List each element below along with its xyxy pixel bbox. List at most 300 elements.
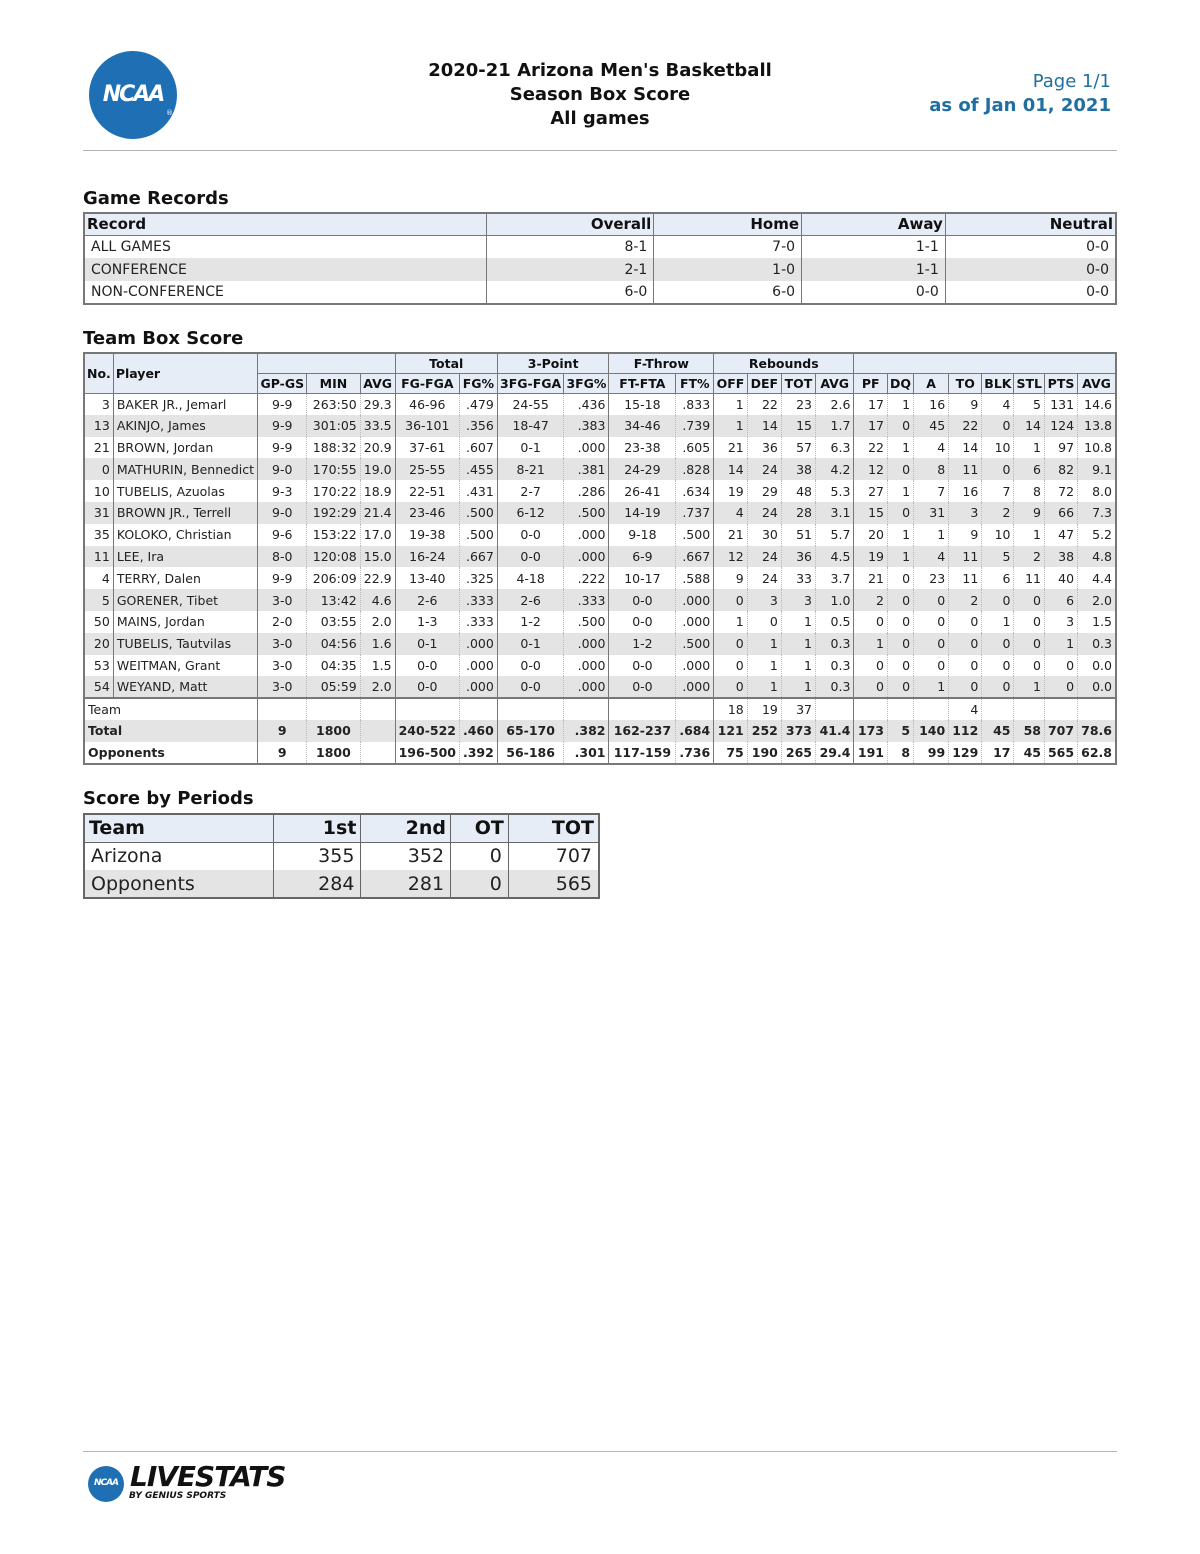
stat-cell: 17.0 [360, 524, 395, 546]
stat-cell: 4-18 [497, 567, 564, 589]
stat-cell: 17 [854, 393, 888, 415]
game-records-header [84, 213, 1116, 235]
col-tot: TOT [508, 814, 599, 842]
livestats-tagline: BY GENIUS SPORTS [129, 1491, 227, 1501]
stat-cell: .000 [459, 633, 497, 655]
stat-cell: 1 [1014, 676, 1045, 698]
stat-cell: 0.3 [815, 633, 853, 655]
player-number: 5 [84, 589, 113, 611]
stat-cell: 22 [854, 437, 888, 459]
col-team: Team [84, 814, 273, 842]
title-line-3: All games [550, 108, 650, 129]
stat-cell: 4.6 [360, 589, 395, 611]
stat-cell: 21 [714, 437, 748, 459]
col-blk: BLK [982, 373, 1014, 393]
stat-cell: 14.6 [1078, 393, 1116, 415]
stat-cell: .588 [676, 567, 714, 589]
player-name: AKINJO, James [113, 415, 258, 437]
stat-cell: 173 [854, 720, 888, 742]
col-overall: Overall [486, 213, 654, 235]
stat-cell: 10.8 [1078, 437, 1116, 459]
stat-cell: 37 [781, 698, 815, 720]
stat-cell: 0-1 [497, 633, 564, 655]
stat-cell: 26-41 [609, 480, 676, 502]
stat-cell: 19.0 [360, 458, 395, 480]
record-value: 0-0 [945, 235, 1116, 258]
stat-cell: 120:08 [307, 546, 361, 568]
period-team: Arizona [84, 842, 273, 870]
stat-cell: 0 [888, 502, 914, 524]
stat-cell: 0-0 [609, 676, 676, 698]
stat-cell: 2.0 [1078, 589, 1116, 611]
score-by-periods-title: Score by Periods [83, 788, 254, 809]
stat-cell: 191 [854, 742, 888, 764]
record-value: 7-0 [654, 235, 802, 258]
stat-cell: 24 [747, 567, 781, 589]
stat-cell: 1 [747, 655, 781, 677]
stat-cell: 1 [1044, 633, 1077, 655]
stat-cell: 19 [747, 698, 781, 720]
ncaa-logo: NCAA ® [89, 51, 177, 139]
player-row [84, 502, 1116, 524]
stat-cell: 13.8 [1078, 415, 1116, 437]
stat-cell: 17 [982, 742, 1014, 764]
stat-cell: 38 [781, 458, 815, 480]
stat-cell: .500 [676, 633, 714, 655]
stat-cell: 9-9 [258, 393, 307, 415]
stat-cell: 4.2 [815, 458, 853, 480]
stat-cell: 5 [1014, 393, 1045, 415]
stat-cell: 9 [949, 393, 982, 415]
stat-cell: 16 [914, 393, 949, 415]
stat-cell: 0-0 [609, 655, 676, 677]
col-ft-fta: FT-FTA [609, 373, 676, 393]
stat-cell: 16 [949, 480, 982, 502]
stat-cell: 6 [1044, 589, 1077, 611]
stat-cell: 37-61 [395, 437, 459, 459]
stat-cell: .000 [459, 676, 497, 698]
stat-cell: .455 [459, 458, 497, 480]
stat-cell: 0 [949, 611, 982, 633]
group-free-throw: F-Throw [609, 353, 714, 373]
record-row [84, 258, 1116, 281]
stat-cell: 18.9 [360, 480, 395, 502]
stat-cell: 0 [714, 676, 748, 698]
period-score: 0 [451, 842, 509, 870]
stat-cell: .828 [676, 458, 714, 480]
stat-cell: .000 [676, 676, 714, 698]
stat-cell: 21.4 [360, 502, 395, 524]
stat-cell: 33 [781, 567, 815, 589]
total-row [84, 720, 1116, 742]
stat-cell: 19 [714, 480, 748, 502]
stat-cell: .000 [564, 437, 609, 459]
stat-cell: .000 [676, 589, 714, 611]
stat-cell: 12 [854, 458, 888, 480]
player-name: KOLOKO, Christian [113, 524, 258, 546]
stat-cell: 5 [888, 720, 914, 742]
stat-cell: 0-0 [497, 524, 564, 546]
record-value: 2-1 [486, 258, 654, 281]
stat-cell: 4 [949, 698, 982, 720]
stat-cell: 1 [888, 480, 914, 502]
player-number: 50 [93, 614, 110, 630]
stat-cell: 117-159 [609, 742, 676, 764]
stat-cell: 1.0 [815, 589, 853, 611]
player-row [84, 480, 1116, 502]
stat-cell: 22 [747, 393, 781, 415]
stat-cell: 1800 [307, 742, 361, 764]
stat-cell: .392 [459, 742, 497, 764]
player-row [84, 611, 1116, 633]
record-value: 0-0 [802, 281, 946, 304]
player-name: TERRY, Dalen [113, 567, 258, 589]
col-ft-: FT% [676, 373, 714, 393]
record-value: 6-0 [654, 281, 802, 304]
stat-cell: .383 [564, 415, 609, 437]
stat-cell: 140 [914, 720, 949, 742]
player-name: BROWN JR., Terrell [113, 502, 258, 524]
stat-cell: 24 [747, 458, 781, 480]
stat-cell: 3 [781, 589, 815, 611]
ncaa-small-logo: NCAA [88, 1466, 124, 1502]
stat-cell: 72 [1044, 480, 1077, 502]
stat-cell: 9-0 [258, 502, 307, 524]
stat-cell: .634 [676, 480, 714, 502]
stat-cell: 170:55 [307, 458, 361, 480]
stat-cell: 3 [949, 502, 982, 524]
stat-cell: 51 [781, 524, 815, 546]
stat-cell: 65-170 [497, 720, 564, 742]
stat-cell: 0 [982, 676, 1014, 698]
team-row [84, 698, 1116, 720]
stat-cell: 48 [781, 480, 815, 502]
stat-cell: 11 [949, 458, 982, 480]
stat-cell: .684 [676, 720, 714, 742]
stat-cell: 9-9 [258, 567, 307, 589]
stat-cell: .436 [564, 393, 609, 415]
stat-cell: 19-38 [395, 524, 459, 546]
stat-cell: .460 [459, 720, 497, 742]
record-value: 1-1 [802, 235, 946, 258]
stat-cell: 5.2 [1078, 524, 1116, 546]
player-number: 20 [84, 633, 113, 655]
stat-cell: .833 [676, 393, 714, 415]
stat-cell [360, 742, 395, 764]
player-number: 35 [93, 527, 110, 543]
period-team: Opponents [84, 870, 273, 898]
stat-cell: 4 [914, 546, 949, 568]
stat-cell: 263:50 [307, 393, 361, 415]
stat-cell: 18-47 [497, 415, 564, 437]
player-row [84, 524, 1116, 546]
stat-cell: 5 [982, 546, 1014, 568]
stat-cell: 2-0 [258, 611, 307, 633]
stat-cell: 21 [714, 524, 748, 546]
player-name: BAKER JR., Jemarl [113, 393, 258, 415]
stat-cell [815, 698, 853, 720]
group-rebounds: Rebounds [714, 353, 854, 373]
stat-cell: 4.5 [815, 546, 853, 568]
stat-cell: 153:22 [307, 524, 361, 546]
record-value: 1-1 [802, 258, 946, 281]
stat-cell: .000 [676, 655, 714, 677]
stat-cell: 56-186 [497, 742, 564, 764]
stat-cell: 13-40 [395, 567, 459, 589]
stat-cell: 0 [1044, 676, 1077, 698]
player-row [84, 393, 1116, 415]
record-value: 0-0 [945, 281, 1116, 304]
stat-cell: 0-0 [609, 611, 676, 633]
stat-cell: 47 [1044, 524, 1077, 546]
record-value: 6-0 [486, 281, 654, 304]
stat-cell: 0.3 [1078, 633, 1116, 655]
stat-cell: 23 [781, 393, 815, 415]
stat-cell: 0.0 [1078, 655, 1116, 677]
player-row [84, 589, 1116, 611]
stat-cell [564, 698, 609, 720]
stat-cell: 36-101 [395, 415, 459, 437]
stat-cell: 9 [1014, 502, 1045, 524]
stat-cell [1078, 698, 1116, 720]
stat-cell: 0 [1014, 655, 1045, 677]
record-label: CONFERENCE [84, 258, 486, 281]
col-pts: PTS [1044, 373, 1077, 393]
livestats-logo [88, 1460, 286, 1504]
team-row-label: Team [84, 698, 258, 720]
stat-cell: 14 [1014, 415, 1045, 437]
stat-cell: 04:56 [307, 633, 361, 655]
stat-cell [360, 720, 395, 742]
period-row [84, 870, 599, 898]
opponents-row [84, 742, 1116, 764]
col-3fg-fga: 3FG-FGA [497, 373, 564, 393]
stat-cell: 29.4 [815, 742, 853, 764]
stat-cell: 16-24 [395, 546, 459, 568]
stat-cell: 23-46 [395, 502, 459, 524]
stat-cell: 0.3 [815, 676, 853, 698]
stat-cell: .479 [459, 393, 497, 415]
col-min: MIN [307, 373, 361, 393]
col-neutral: Neutral [945, 213, 1116, 235]
player-name: WEITMAN, Grant [113, 655, 258, 677]
stat-cell: 1 [781, 655, 815, 677]
group-misc [854, 353, 1116, 373]
stat-cell: 36 [781, 546, 815, 568]
stat-cell: 25-55 [395, 458, 459, 480]
stat-cell: 0 [1014, 589, 1045, 611]
stat-cell: 6 [1014, 458, 1045, 480]
stat-cell: 0 [888, 655, 914, 677]
record-value: 8-1 [486, 235, 654, 258]
stat-cell: 0 [714, 655, 748, 677]
as-of-date: as of Jan 01, 2021 [929, 95, 1111, 116]
group-three-point: 3-Point [497, 353, 609, 373]
player-name: BROWN, Jordan [113, 437, 258, 459]
stat-cell: 1 [781, 611, 815, 633]
stat-cell: 24-55 [497, 393, 564, 415]
stat-cell: 9-6 [258, 524, 307, 546]
col-home: Home [654, 213, 802, 235]
stat-cell: 0 [949, 633, 982, 655]
stat-cell: .381 [564, 458, 609, 480]
periods-header [84, 814, 599, 842]
page-info [929, 70, 1111, 118]
stat-cell: 0 [888, 611, 914, 633]
footer-divider [83, 1451, 1117, 1452]
stat-cell: .667 [459, 546, 497, 568]
stat-cell: 29 [747, 480, 781, 502]
stat-cell: .000 [564, 524, 609, 546]
stat-cell: 82 [1044, 458, 1077, 480]
stat-cell: 196-500 [395, 742, 459, 764]
player-row [84, 567, 1116, 589]
stat-cell: 22.9 [360, 567, 395, 589]
stat-cell: .737 [676, 502, 714, 524]
stat-cell: 1.7 [815, 415, 853, 437]
stat-cell [609, 698, 676, 720]
group-total: Total [395, 353, 497, 373]
stat-cell: 21 [854, 567, 888, 589]
stat-cell: 2.6 [815, 393, 853, 415]
stat-cell: 5.7 [815, 524, 853, 546]
player-number: 13 [84, 415, 113, 437]
stat-cell: 0 [949, 676, 982, 698]
stat-cell: 190 [747, 742, 781, 764]
stat-cell: 24 [747, 502, 781, 524]
stat-cell: 1 [888, 437, 914, 459]
player-number: 31 [84, 502, 113, 524]
stat-cell: 18 [714, 698, 748, 720]
stat-cell: 0-1 [395, 633, 459, 655]
stat-cell: 20 [854, 524, 888, 546]
stat-cell: 14-19 [609, 502, 676, 524]
stat-cell: 10 [982, 524, 1014, 546]
box-score-title: Team Box Score [83, 328, 244, 349]
player-number: 11 [84, 546, 113, 568]
stat-cell: 206:09 [307, 567, 361, 589]
stat-cell: 2 [949, 589, 982, 611]
player-number: 0 [84, 458, 113, 480]
stat-cell: 131 [1044, 393, 1077, 415]
livestats-brand: LIVESTATS [130, 1460, 286, 1493]
stat-cell: 4.8 [1078, 546, 1116, 568]
stat-cell [854, 698, 888, 720]
stat-cell: 9-18 [609, 524, 676, 546]
stat-cell: .333 [459, 589, 497, 611]
page-number: Page 1/1 [1032, 71, 1111, 92]
stat-cell: 40 [1044, 567, 1077, 589]
stat-cell: 15 [854, 502, 888, 524]
header-divider [83, 150, 1117, 151]
stat-cell: 23 [914, 567, 949, 589]
stat-cell: 99 [914, 742, 949, 764]
game-records-title: Game Records [83, 188, 229, 209]
stat-cell: .382 [564, 720, 609, 742]
stat-cell: 7 [982, 480, 1014, 502]
stat-cell: 0 [914, 611, 949, 633]
col-avg: AVG [815, 373, 853, 393]
player-number: 4 [101, 570, 110, 586]
col-gp-gs: GP-GS [258, 373, 307, 393]
stat-cell: 0 [1014, 611, 1045, 633]
stat-cell: 2 [1014, 546, 1045, 568]
record-row [84, 235, 1116, 258]
stat-cell: 6-12 [497, 502, 564, 524]
stat-cell: 1.6 [360, 633, 395, 655]
col-def: DEF [747, 373, 781, 393]
stat-cell: 2.0 [360, 676, 395, 698]
stat-cell [1014, 698, 1045, 720]
stat-cell: 188:32 [307, 437, 361, 459]
stat-cell: 30 [747, 524, 781, 546]
col-off: OFF [714, 373, 748, 393]
stat-cell: 03:55 [307, 611, 361, 633]
stat-cell: 2-7 [497, 480, 564, 502]
player-row [84, 546, 1116, 568]
stat-cell: 124 [1044, 415, 1077, 437]
stat-cell [395, 698, 459, 720]
stat-cell: 0 [888, 567, 914, 589]
title-line-1: 2020-21 Arizona Men's Basketball [428, 60, 772, 81]
stat-cell: 7.3 [1078, 502, 1116, 524]
stat-cell: 11 [1014, 567, 1045, 589]
stat-cell: 3-0 [258, 655, 307, 677]
stat-cell: 66 [1044, 502, 1077, 524]
stat-cell: 565 [1044, 742, 1077, 764]
stat-cell: .500 [564, 611, 609, 633]
stat-cell [888, 698, 914, 720]
stat-cell: 2.0 [360, 611, 395, 633]
stat-cell: .431 [459, 480, 497, 502]
stat-cell: 1-3 [395, 611, 459, 633]
stat-cell: 0-1 [497, 437, 564, 459]
stat-cell: 46-96 [395, 393, 459, 415]
stat-cell: .607 [459, 437, 497, 459]
stat-cell: 1 [747, 676, 781, 698]
stat-cell: 4 [914, 437, 949, 459]
stat-cell: 11 [949, 546, 982, 568]
stat-cell: 3.7 [815, 567, 853, 589]
stat-cell: 9-3 [258, 480, 307, 502]
stat-cell: 97 [1044, 437, 1077, 459]
stat-cell [676, 698, 714, 720]
player-row [84, 655, 1116, 677]
player-name: LEE, Ira [113, 546, 258, 568]
stat-cell: 0.3 [815, 655, 853, 677]
stat-cell: 0 [982, 458, 1014, 480]
stat-cell: 0 [914, 633, 949, 655]
col-avg: AVG [360, 373, 395, 393]
stat-cell: .605 [676, 437, 714, 459]
stat-cell: 1 [1014, 524, 1045, 546]
stat-cell: 1 [747, 633, 781, 655]
stat-cell: 45 [982, 720, 1014, 742]
stat-cell: 15 [781, 415, 815, 437]
stat-cell: 0-0 [497, 546, 564, 568]
stat-cell: 05:59 [307, 676, 361, 698]
col-ot: OT [451, 814, 509, 842]
stat-cell: 17 [854, 415, 888, 437]
col-away: Away [802, 213, 946, 235]
opponents-row-label: Opponents [88, 744, 165, 760]
stat-cell: 62.8 [1078, 742, 1116, 764]
stat-cell: 6 [982, 567, 1014, 589]
stat-cell: .222 [564, 567, 609, 589]
player-name: TUBELIS, Azuolas [113, 480, 258, 502]
stat-cell: 9.1 [1078, 458, 1116, 480]
player-number: 54 [84, 676, 113, 698]
